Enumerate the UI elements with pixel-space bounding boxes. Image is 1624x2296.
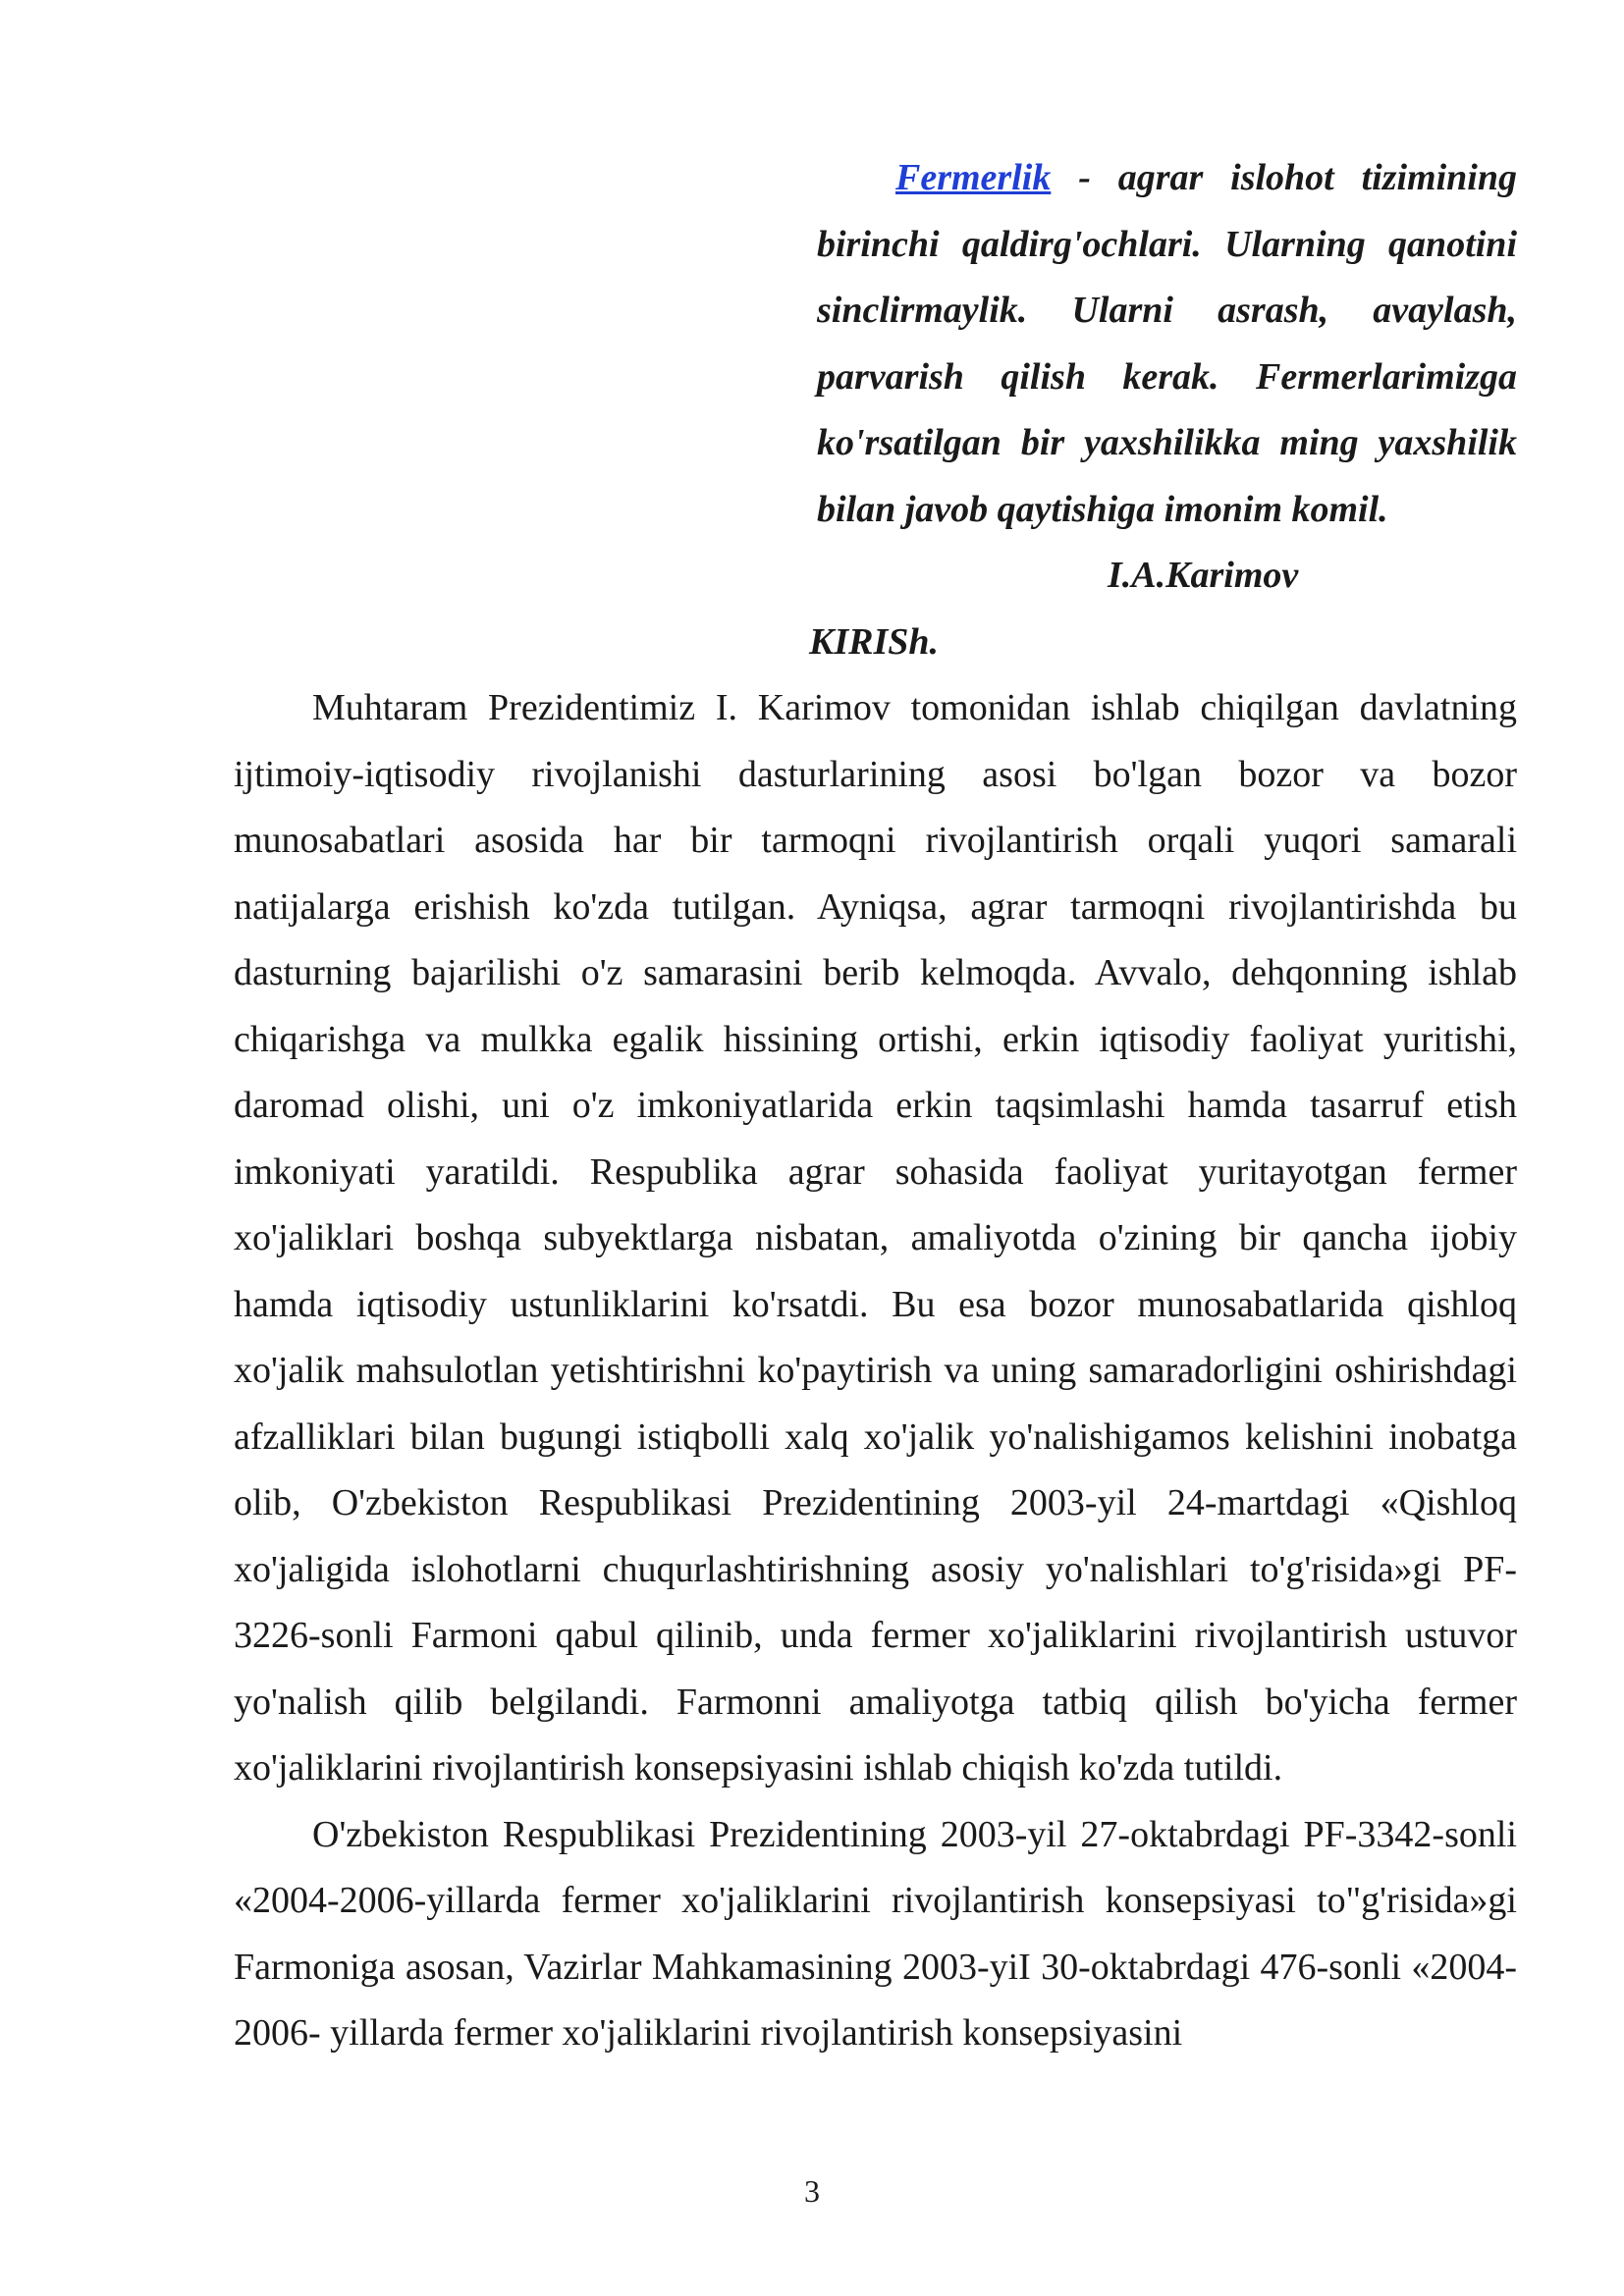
- paragraph: Muhtaram Prezidentimiz I. Karimov tomonidan ishlab chiqilgan davlatning ijtimoiy-iqtisodiy rivojlanishi dasturlarining asosi bo'lgan bozor va bozor munosabatlari asosida har bir tarmoqni rivojlantirish orqali yuqori samarali natijalarga erishish ko'zda tutilgan. Ayniqsa, agrar tarmoqni rivojlantirishda bu dasturning bajarilishi o'z samarasini berib kelmoqda. Avvalo, dehqonning ishlab chiqarishga va mulkka egalik hissining ortishi, erkin iqtisodiy faoliyat yuritishi, daromad olishi, uni o'z imkoniyatlarida erkin taqsimlashi hamda tasarruf etish imkoniyati yaratildi. Respublika agrar sohasida faoliyat yuritayotgan fermer xo'jaliklari boshqa subyektlarga nisbatan, amaliyotda o'zining bir qancha ijobiy hamda iqtisodiy ustunliklarini ko'rsatdi. Bu esa bozor munosabatlarida qishloq xo'jalik mahsulotlan yetishtirishni ko'paytirish va uning samaradorligini oshirishdagi afzalliklari bilan bugungi istiqbolli xalq xo'jalik yo'nalishigamos kelishini inobatga olib, O'zbekiston Respublikasi Prezidentining 2003-yil 24-martdagi «Qishloq xo'jaligida islohotlarni chuqurlashtirishning asosiy yo'nalishlari to'g'risida»gi PF-3226-sonli Farmoni qabul qilinib, unda fermer xo'jaliklarini rivojlantirish ustuvor yo'nalish qilib belgilandi. Farmonni amaliyotga tatbiq qilish bo'yicha fermer xo'jaliklarini rivojlantirish konsepsiyasini ishlab chiqish ko'zda tutildi.: [234, 687, 1517, 1789]
- body-text: [234, 675, 1517, 2067]
- page-number: 3: [804, 2173, 820, 2209]
- section-title: KIRISh.: [809, 621, 940, 663]
- fermerlik-link[interactable]: Fermerlik: [895, 157, 1052, 198]
- epigraph: [817, 145, 1517, 543]
- epigraph-text: - agrar islohot tizimining birinchi qaldirg'ochlari. Ularning qanotini sinclirmaylik. Ularni asrash, avaylash, parvarish qilish kerak. Fermerlarimizga ko'rsatilgan bir yaxshilikka ming yaxshilik bilan javob qaytishiga imonim komil.: [817, 157, 1517, 530]
- epigraph-author: I.A.Karimov: [1108, 555, 1299, 596]
- paragraph: O'zbekiston Respublikasi Prezidentining 2003-yil 27-oktabrdagi PF-3342-sonli «2004-2006-yillarda fermer xo'jaliklarini rivojlantirish konsepsiyasi to"g'risida»gi Farmoniga asosan, Vazirlar Mahkamasining 2003-yiI 30-oktabrdagi 476-sonli «2004-2006- yillarda fermer xo'jaliklarini rivojlantirish konsepsiyasini: [234, 1813, 1517, 2054]
